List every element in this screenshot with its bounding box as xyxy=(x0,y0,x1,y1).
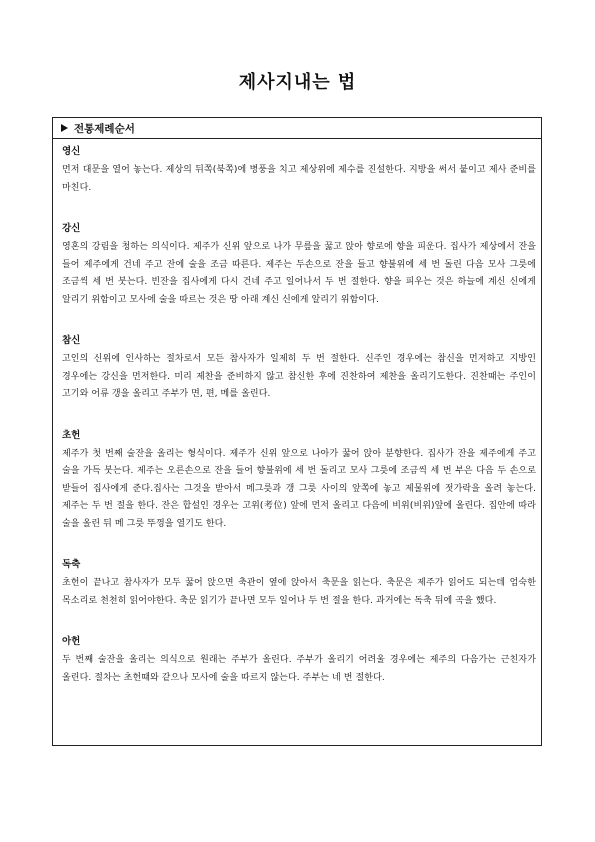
section-body: 영혼의 강림을 청하는 의식이다. 제주가 신위 앞으로 나가 무릎을 꿇고 앉아 향로에 향을 피운다. 집사가 제상에서 잔을 들어 제주에게 건네 주고 잔에 술을 조금 따른다. 제주는 두손으로 잔을 들고 향불위에 세 번 돌린 다음 모사 그릇에 조금씩 세 번 붓는다. 빈잔을 집사에게 다시 건네 주고 일어나서 두 번 절한다. 향을 피우는 것은 하늘에 계신 신에게 알리기 위함이고 모사에 술을 따르는 것은 땅 아래 계신 신에게 알리기 위함이다. xyxy=(62,242,536,305)
section-body: 제주가 첫 번째 술잔을 올리는 형식이다. 제주가 신위 앞으로 나아가 꿇어 앉아 분향한다. 집사가 잔을 제주에게 주고 술을 가득 붓는다. 제주는 오른손으로 잔을 들어 향불위에 세 번 돌리고 모사 그릇에 조금씩 세 번 부은 다음 두 손으로 받들어 집사에게 준다.집사는 그것을 받아서 메그릇과 갱 그릇 사이의 앞쪽에 놓고 제물위에 젓가락을 올려 놓는다. 제주는 두 번 절을 한다. 잔은 합설인 경우는 고위(考位) 앞에 먼저 올리고 다음에 비위(비위)앞에 올린다. 집안에 따라 술을 올린 뒤 메 그릇 뚜껑을 열기도 한다. xyxy=(62,448,536,529)
section-title: 초헌 xyxy=(62,429,81,441)
section-chamsin xyxy=(62,333,536,404)
box-header-label: 전통제례순서 xyxy=(74,123,135,135)
triangle-bullet-icon xyxy=(61,124,68,132)
box-header xyxy=(61,121,135,137)
section-title: 독축 xyxy=(62,559,81,570)
section-gangsin xyxy=(62,221,536,309)
section-ahyeon xyxy=(62,634,536,687)
section-chohyeon xyxy=(62,428,536,534)
section-yeongsin xyxy=(62,144,536,197)
section-title: 아헌 xyxy=(62,636,81,647)
header-divider xyxy=(53,138,541,139)
section-title: 참신 xyxy=(62,335,81,346)
section-title: 영신 xyxy=(62,146,81,157)
sections-container xyxy=(62,144,536,711)
section-body: 두 번째 술잔을 올리는 의식으로 원래는 주부가 올린다. 주부가 올리기 어려울 경우에는 제주의 다음가는 근친자가 올린다. 절차는 초헌때와 같으나 모사에 술을 따르지 않는다. 주부는 네 번 절한다. xyxy=(62,655,536,683)
page-title: 제사지내는 법 xyxy=(238,72,357,93)
section-body: 초헌이 끝나고 참사자가 모두 꿇어 앉으면 축관이 옆에 앉아서 축문을 읽는다. 축문은 제주가 읽어도 되는데 엄숙한 목소리로 천천히 읽어야한다. 축문 읽기가 끝나면 모두 일어나 두 번 절을 한다. 과거에는 독축 뒤에 곡을 했다. xyxy=(62,578,536,606)
section-title: 강신 xyxy=(62,223,81,234)
section-dokchuk xyxy=(62,557,536,610)
section-body: 고인의 신위에 인사하는 절차로서 모든 참사자가 일제히 두 번 절한다. 신주인 경우에는 참신을 먼저하고 지방인 경우에는 강신을 먼저한다. 미리 제찬을 준비하지 않고 참신한 후에 진찬하여 제찬을 올리기도한다. 진찬때는 주인이 고기와 어류 갱을 올리고 주부가 면, 편, 메를 올린다. xyxy=(62,354,536,399)
content-box xyxy=(52,117,542,746)
section-body: 먼저 대문을 열어 놓는다. 제상의 뒤쪽(북쪽)에 병풍을 치고 제상위에 제수를 진설한다. 지방을 써서 붙이고 제사 준비를 마친다. xyxy=(62,165,536,193)
